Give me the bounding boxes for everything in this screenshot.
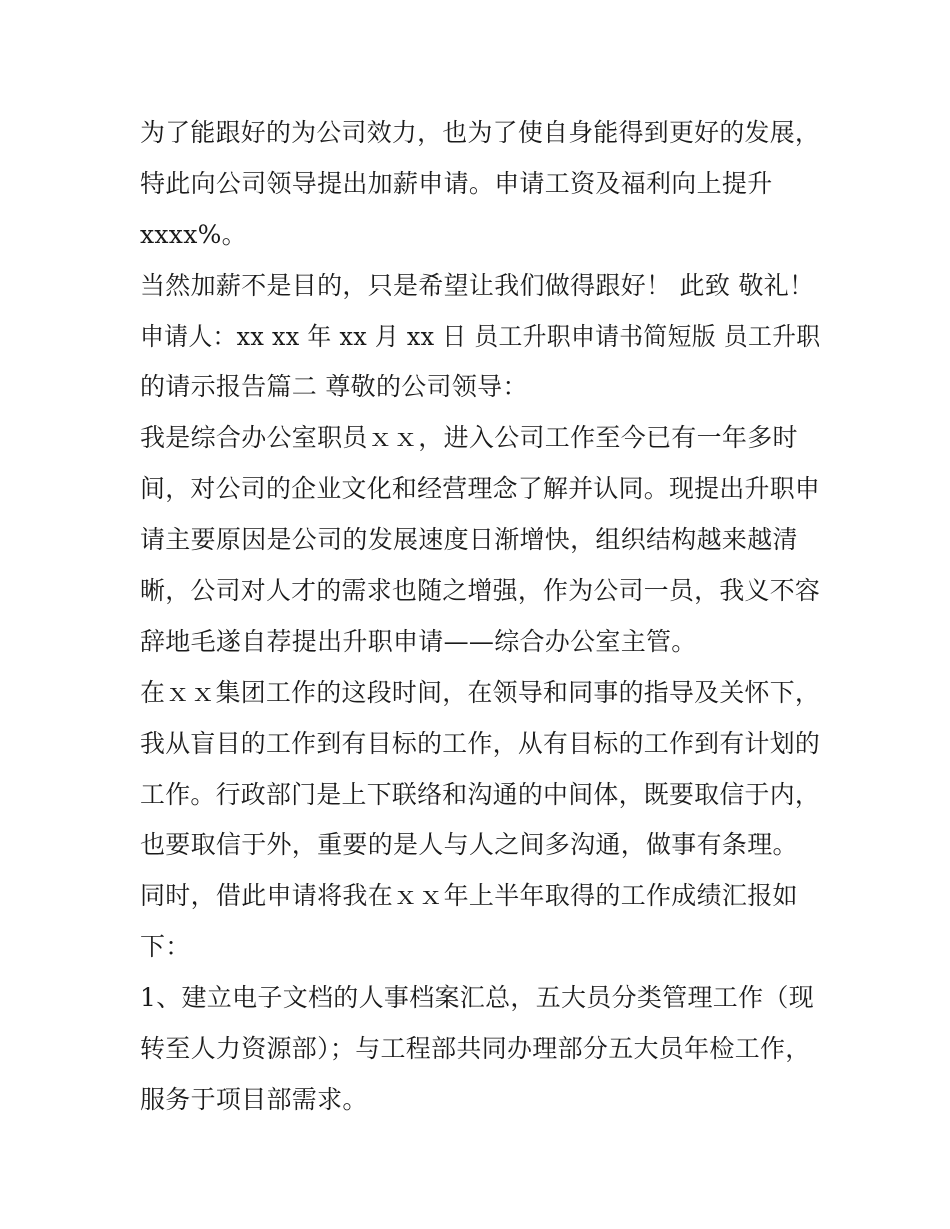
text-line: 申请人：xx xx 年 xx 月 xx 日 员工升职申请书简短版 员工升职 xyxy=(140,321,821,351)
text-line: 服务于项目部需求。 xyxy=(140,1084,368,1114)
text-line: 我是综合办公室职员ｘｘ，进入公司工作至今已有一年多时 xyxy=(140,423,798,453)
text-line: 辞地毛遂自荐提出升职申请——综合办公室主管。 xyxy=(140,626,697,656)
text-line: 间，对公司的企业文化和经营理念了解并认同。现提出升职申 xyxy=(140,474,821,504)
text-line: 下： xyxy=(140,932,191,962)
text-line: 1、建立电子文档的人事档案汇总，五大员分类管理工作（现 xyxy=(140,983,815,1013)
text-line: 请主要原因是公司的发展速度日渐增快，组织结构越来越清 xyxy=(140,525,798,555)
text-line: 晰，公司对人才的需求也随之增强，作为公司一员，我义不容 xyxy=(140,576,821,606)
text-line: 同时，借此申请将我在ｘｘ年上半年取得的工作成绩汇报如 xyxy=(140,881,798,911)
document-body xyxy=(140,108,820,1126)
text-line: 也要取信于外，重要的是人与人之间多沟通，做事有条理。 xyxy=(140,830,798,860)
text-line: 的请示报告篇二 尊敬的公司领导： xyxy=(140,372,528,402)
text-line: 特此向公司领导提出加薪申请。申请工资及福利向上提升 xyxy=(140,168,773,198)
text-line: 在ｘｘ集团工作的这段时间，在领导和同事的指导及关怀下， xyxy=(140,677,821,707)
text-line: xxxx%。 xyxy=(140,219,247,249)
text-line: 转至人力资源部）；与工程部共同办理部分五大员年检工作， xyxy=(140,1034,811,1064)
text-line: 当然加薪不是目的，只是希望让我们做得跟好！ 此致 敬礼！ xyxy=(140,270,815,300)
text-line: 工作。行政部门是上下联络和沟通的中间体，既要取信于内， xyxy=(140,779,821,809)
text-line: 为了能跟好的为公司效力，也为了使自身能得到更好的发展， xyxy=(140,118,821,147)
text-line: 我从盲目的工作到有目标的工作，从有目标的工作到有计划的 xyxy=(140,728,821,758)
